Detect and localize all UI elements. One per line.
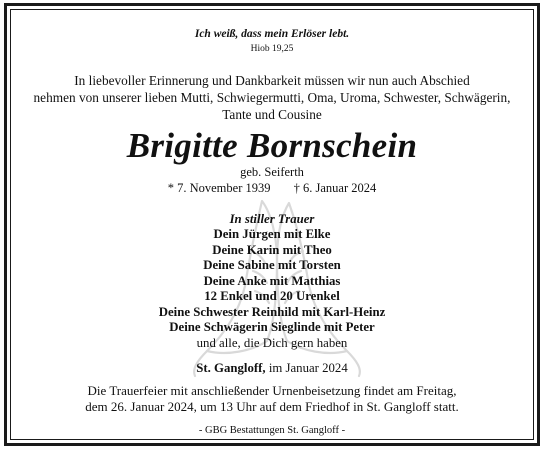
death-date: † 6. Januar 2024 xyxy=(293,181,377,195)
verse-source: Hiob 19,25 xyxy=(250,44,294,54)
birth-name: geb. Seiferth xyxy=(240,165,304,179)
intro-line: Tante und Cousine xyxy=(222,107,322,122)
place-date xyxy=(7,361,537,376)
mourner-line: Deine Karin mit Theo xyxy=(212,242,332,257)
funeral-line: dem 26. Januar 2024, um 13 Uhr auf dem Friedhof in St. Gangloff statt. xyxy=(85,398,459,414)
intro-line: nehmen von unserer lieben Mutti, Schwiegermutti, Oma, Uroma, Schwester, Schwägerin, xyxy=(33,90,511,105)
place: St. Gangloff, xyxy=(196,361,266,375)
date: im Januar 2024 xyxy=(268,361,348,375)
intro-text xyxy=(7,72,537,123)
mourner-line: Dein Jürgen mit Elke xyxy=(213,227,331,241)
funeral-details xyxy=(7,383,537,414)
mourner-line: und alle, die Dich gern haben xyxy=(196,335,348,350)
mourners-list xyxy=(7,227,537,351)
obituary-notice xyxy=(4,3,540,446)
birth-date: * 7. November 1939 xyxy=(167,181,271,195)
mourner-line: Deine Schwester Reinhild mit Karl-Heinz xyxy=(158,304,386,319)
mourner-line: 12 Enkel und 20 Urenkel xyxy=(204,289,340,303)
mourner-line: Deine Schwägerin Sieglinde mit Peter xyxy=(169,320,375,334)
life-dates xyxy=(7,181,537,196)
bible-verse: Ich weiß, dass mein Erlöser lebt. xyxy=(194,28,350,40)
mourner-line: Deine Anke mit Matthias xyxy=(203,273,341,288)
intro-line: In liebevoller Erinnerung und Dankbarkeit müssen wir nun auch Abschied xyxy=(74,73,470,88)
mourner-line: Deine Sabine mit Torsten xyxy=(203,258,341,272)
mourners-heading: In stiller Trauer xyxy=(229,212,315,226)
deceased-name: Brigitte Bornschein xyxy=(126,126,418,165)
funeral-line: Die Trauerfeier mit anschließender Urnenbeisetzung findet am Freitag, xyxy=(87,383,457,398)
undertaker: - GBG Bestattungen St. Gangloff - xyxy=(198,425,346,436)
